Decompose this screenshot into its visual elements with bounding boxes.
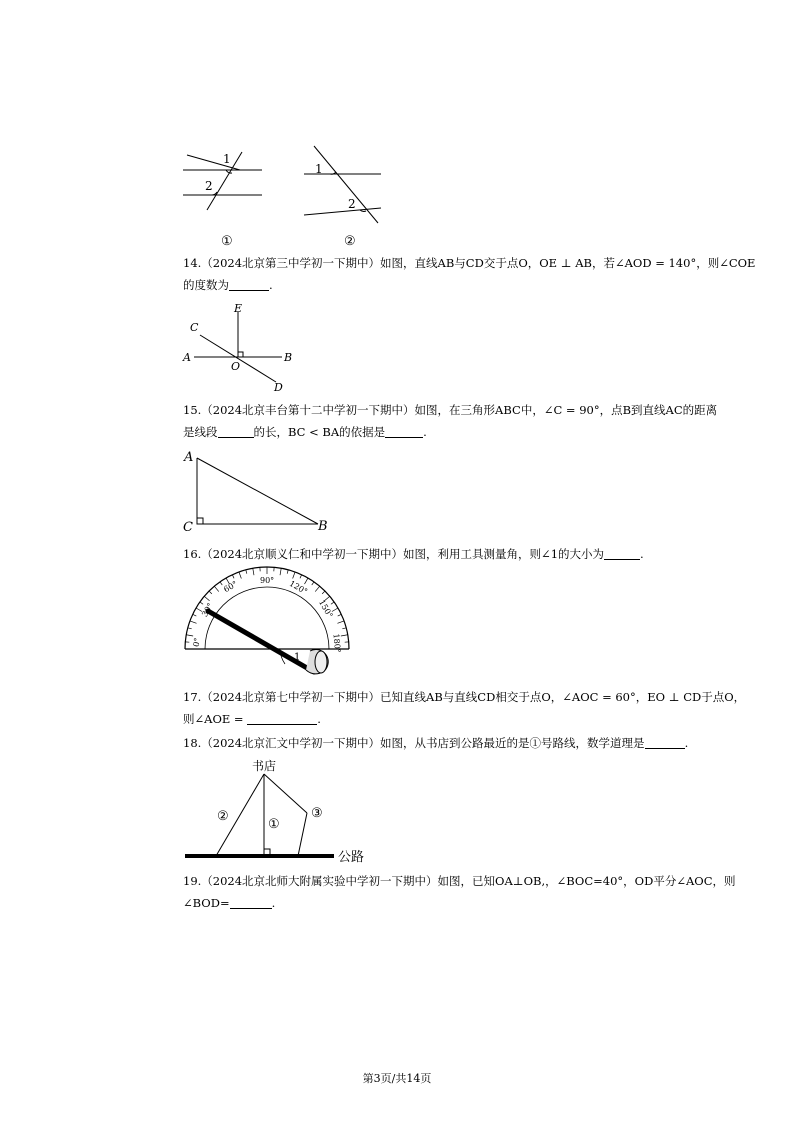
q14-point-e: E bbox=[234, 302, 243, 315]
q18-route-3-label: ③ bbox=[311, 806, 323, 821]
q18-bookstore-label: 书店 bbox=[252, 759, 277, 773]
protractor-tick bbox=[312, 582, 314, 585]
question-18 bbox=[183, 732, 763, 754]
q18-text-line1: 18.（2024北京汇文中学初一下期中）如图，从书店到公路最近的是①号路线，数学道理是 bbox=[183, 736, 645, 750]
q13-caption-left: ① bbox=[221, 234, 233, 249]
q16-tick-120: 120° bbox=[287, 578, 310, 597]
q14-point-b: B bbox=[284, 351, 293, 364]
q15-answer-blank-1[interactable] bbox=[218, 425, 254, 438]
q15-text-line2a: 是线段 bbox=[183, 425, 218, 439]
q15-period: . bbox=[423, 425, 427, 439]
protractor-tick bbox=[287, 570, 288, 574]
protractor-tick bbox=[300, 575, 302, 579]
protractor-tick bbox=[338, 614, 342, 616]
protractor-tick bbox=[280, 568, 281, 575]
protractor-tick bbox=[322, 591, 325, 594]
question-16 bbox=[183, 543, 763, 565]
q18-answer-blank[interactable] bbox=[645, 736, 685, 749]
protractor-tick bbox=[293, 572, 295, 579]
protractor-tick bbox=[232, 575, 234, 579]
q15-text-line1: 15.（2024北京丰台第十二中学初一下期中）如图，在三角形ABC中，∠C = 90°，点B到直线AC的距离 bbox=[183, 403, 718, 417]
protractor-tick bbox=[190, 621, 197, 623]
q14-figure bbox=[180, 300, 310, 396]
q17-text-line1: 17.（2024北京第七中学初一下期中）已知直线AB与直线CD相交于点O，∠AOC = 60°，EO ⊥ CD于点O， bbox=[183, 690, 746, 704]
q16-tick-60: 60° bbox=[222, 579, 239, 595]
q14-point-c: C bbox=[190, 321, 199, 334]
question-14 bbox=[183, 252, 763, 296]
q14-text-line2: 的度数为 bbox=[183, 278, 229, 292]
protractor-tick bbox=[315, 586, 319, 591]
protractor-tick bbox=[214, 586, 218, 591]
q16-tick-0: 0° bbox=[191, 637, 202, 648]
q14-period: . bbox=[269, 278, 273, 292]
protractor-tick bbox=[253, 568, 254, 575]
q13-diagram2-angle-1-label: 1 bbox=[315, 162, 323, 176]
q16-tick-180: 180° bbox=[331, 633, 343, 654]
q15-point-a: A bbox=[184, 450, 194, 465]
protractor-tick bbox=[209, 591, 212, 594]
q18-road-label: 公路 bbox=[338, 850, 365, 865]
q16-tick-30: 30° bbox=[200, 601, 216, 619]
q17-text-line2: 则∠AOE = bbox=[183, 712, 244, 726]
q16-period: . bbox=[640, 547, 644, 561]
q14-point-a: A bbox=[183, 351, 191, 364]
protractor-tick bbox=[246, 570, 247, 574]
q15-text-line2b: 的长，BC < BA的依据是 bbox=[253, 425, 386, 439]
question-17 bbox=[183, 686, 763, 730]
q19-text-line2: ∠BOD= bbox=[183, 896, 230, 910]
protractor-tick bbox=[342, 628, 346, 629]
q16-tick-90: 90° bbox=[260, 576, 275, 585]
q15-answer-blank-2[interactable] bbox=[385, 425, 423, 438]
protractor-tick bbox=[200, 602, 203, 604]
q16-text-line1: 16.（2024北京顺义仁和中学初一下期中）如图，利用工具测量角，则∠1的大小为 bbox=[183, 547, 605, 561]
q18-route-1-label: ① bbox=[268, 817, 280, 832]
protractor-tick bbox=[188, 628, 192, 629]
q16-angle-1-label: 1 bbox=[294, 652, 301, 663]
q19-period: . bbox=[271, 896, 276, 910]
q16-protractor-figure bbox=[182, 566, 354, 682]
q19-answer-blank[interactable] bbox=[230, 896, 272, 909]
protractor-tick bbox=[204, 596, 209, 600]
q15-figure bbox=[180, 446, 330, 534]
protractor-tick bbox=[239, 572, 241, 579]
q18-period: . bbox=[684, 736, 689, 750]
q13-figure bbox=[178, 142, 398, 250]
q16-tick-150: 150° bbox=[317, 598, 335, 620]
q13-angle-1-label: 1 bbox=[223, 152, 231, 166]
q13-caption-right: ② bbox=[344, 234, 356, 249]
page-footer: 第3页/共14页 bbox=[362, 1072, 432, 1085]
q14-point-d: D bbox=[274, 381, 283, 394]
question-19 bbox=[183, 870, 763, 914]
q16-answer-blank[interactable] bbox=[604, 547, 640, 560]
question-15 bbox=[183, 399, 763, 443]
q15-point-b: B bbox=[318, 519, 328, 534]
q19-text-line1: 19.（2024北京北师大附属实验中学初一下期中）如图，已知OA⊥OB,，∠BOC=40°，OD平分∠AOC，则 bbox=[183, 874, 736, 888]
protractor-tick bbox=[186, 635, 193, 636]
protractor-tick bbox=[220, 582, 222, 585]
q17-period: . bbox=[317, 712, 321, 726]
q14-text-line1: 14.（2024北京第三中学初一下期中）如图，直线AB与CD交于点O，OE ⊥ AB，若∠AOD = 140°，则∠COE bbox=[183, 256, 756, 270]
q18-figure bbox=[182, 756, 382, 866]
q17-answer-blank[interactable] bbox=[247, 712, 317, 725]
q13-diagram2-angle-2-label: 2 bbox=[348, 197, 356, 211]
q15-point-c: C bbox=[183, 520, 193, 534]
protractor-tick bbox=[331, 602, 334, 604]
q18-route-2-label: ② bbox=[217, 809, 229, 824]
protractor-tick bbox=[305, 578, 309, 584]
protractor-tick bbox=[341, 635, 348, 636]
q13-angle-2-label: 2 bbox=[205, 179, 213, 193]
q14-point-o: O bbox=[231, 360, 241, 373]
protractor-tick bbox=[193, 614, 197, 616]
q14-answer-blank[interactable] bbox=[229, 278, 269, 291]
protractor-tick bbox=[337, 621, 344, 623]
